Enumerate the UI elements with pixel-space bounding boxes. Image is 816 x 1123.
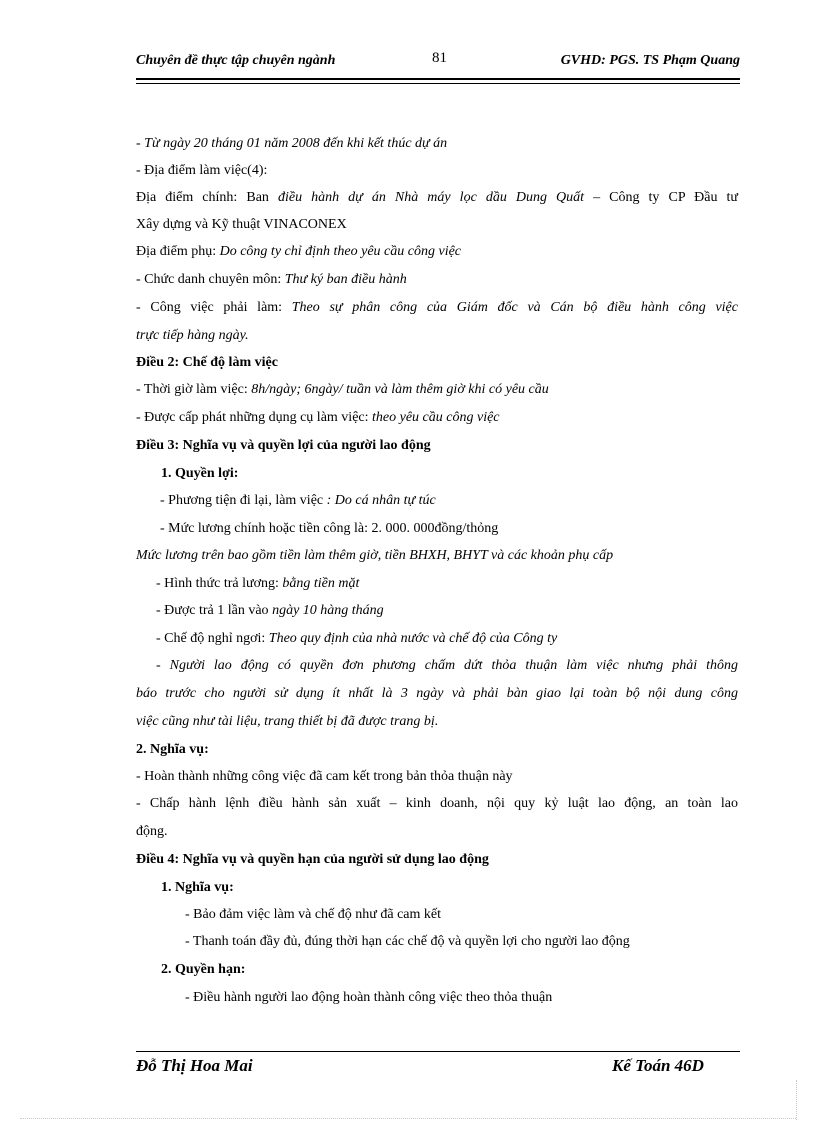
text-line — [136, 408, 500, 428]
text-line — [136, 380, 549, 400]
text-line: - Địa điểm làm việc(4): — [136, 163, 268, 178]
text-line: việc cũng như tài liệu, trang thiết bị đã được trang bị. — [136, 714, 439, 729]
footer-author: Đỗ Thị Hoa Mai — [136, 1056, 253, 1075]
text-run: - Được trả 1 lần vào — [156, 603, 273, 618]
subsection-heading: 2. Quyền hạn: — [161, 962, 246, 977]
header-supervisor: GVHD: PGS. TS Phạm Quang — [560, 53, 740, 68]
text-line: động. — [136, 824, 168, 839]
text-line — [156, 574, 359, 594]
text-run: : Do cá nhân tự túc — [326, 493, 436, 508]
text-line — [136, 270, 407, 290]
page-border-dotted — [20, 1118, 796, 1119]
page-border-dotted-vertical — [796, 1080, 797, 1120]
text-run: 8h/ngày; 6ngày/ tuần và làm thêm giờ khi có yêu cầu — [251, 382, 549, 397]
text-run: - Chức danh chuyên môn: — [136, 272, 285, 287]
text-run: Theo quy định của nhà nước và chế độ của Công ty — [268, 631, 558, 646]
text-line — [136, 298, 738, 318]
text-run: - Phương tiện đi lại, làm việc — [160, 493, 327, 508]
text-line: - Người lao động có quyền đơn phương chấm dứt thỏa thuận làm việc nhưng phải thông — [156, 658, 738, 673]
text-line: - Điều hành người lao động hoàn thành công việc theo thỏa thuận — [185, 990, 553, 1005]
text-line: - Hoàn thành những công việc đã cam kết trong bản thỏa thuận này — [136, 769, 513, 784]
footer-class: Kế Toán 46D — [612, 1056, 704, 1075]
text-run: - Công việc phải làm: — [136, 300, 292, 315]
text-line — [156, 601, 384, 621]
subsection-heading: 1. Quyền lợi: — [161, 466, 239, 481]
subsection-heading: 1. Nghĩa vụ: — [161, 880, 234, 895]
text-run: bằng tiền mặt — [282, 576, 360, 591]
section-heading: Điều 4: Nghĩa vụ và quyền hạn của người sử dụng lao động — [136, 852, 489, 867]
text-run: theo yêu cầu công việc — [372, 410, 500, 425]
text-line: Xây dựng và Kỹ thuật VINACONEX — [136, 217, 347, 232]
text-run: - Chế độ nghỉ ngơi: — [156, 631, 269, 646]
section-heading: Điều 3: Nghĩa vụ và quyền lợi của người lao động — [136, 438, 431, 453]
text-run: Theo sự phân công của Giám đốc và Cán bộ điều hành công việc — [291, 300, 738, 315]
footer-rule — [136, 1051, 740, 1052]
text-run: Địa điểm phụ: — [136, 244, 220, 259]
text-run: - Thời giờ làm việc: — [136, 382, 252, 397]
text-line: - Bảo đảm việc làm và chế độ như đã cam kết — [185, 907, 441, 922]
text-run: Thư ký ban điều hành — [284, 272, 407, 287]
text-line: Mức lương trên bao gồm tiền làm thêm giờ, tiền BHXH, BHYT và các khoản phụ cấp — [136, 548, 614, 563]
header-rule-thin — [136, 83, 740, 84]
text-run: ngày 10 hàng tháng — [272, 603, 384, 618]
text-line: báo trước cho người sử dụng ít nhất là 3 ngày và phải bàn giao lại toàn bộ nội dung công — [136, 686, 738, 701]
page-number: 81 — [432, 50, 447, 66]
text-run: - Được cấp phát những dụng cụ làm việc: — [136, 410, 373, 425]
text-run: – Công ty CP Đầu tư — [584, 190, 738, 205]
text-line: - Thanh toán đầy đủ, đúng thời hạn các chế độ và quyền lợi cho người lao động — [185, 934, 630, 949]
text-line — [156, 629, 557, 649]
subsection-heading: 2. Nghĩa vụ: — [136, 742, 209, 757]
text-run: Do công ty chỉ định theo yêu cầu công việc — [219, 244, 462, 259]
header-title: Chuyên đề thực tập chuyên ngành — [136, 53, 336, 68]
header-rule-thick — [136, 78, 740, 80]
text-line — [160, 491, 436, 511]
text-line: - Chấp hành lệnh điều hành sản xuất – kinh doanh, nội quy kỷ luật lao động, an toàn lao — [136, 796, 738, 811]
text-line: - Từ ngày 20 tháng 01 năm 2008 đến khi kết thúc dự án — [136, 136, 448, 151]
section-heading: Điều 2: Chế độ làm việc — [136, 355, 278, 370]
text-line — [136, 242, 461, 262]
text-line — [136, 188, 738, 208]
text-run: điều hành dự án Nhà máy lọc dầu Dung Quất — [277, 190, 585, 205]
page-header — [136, 50, 740, 72]
text-line: trực tiếp hàng ngày. — [136, 328, 249, 343]
text-run: - Hình thức trả lương: — [156, 576, 283, 591]
text-line: - Mức lương chính hoặc tiền công là: 2. 000. 000đồng/thỏng — [160, 521, 499, 536]
text-run: Địa điểm chính: Ban — [136, 190, 278, 205]
